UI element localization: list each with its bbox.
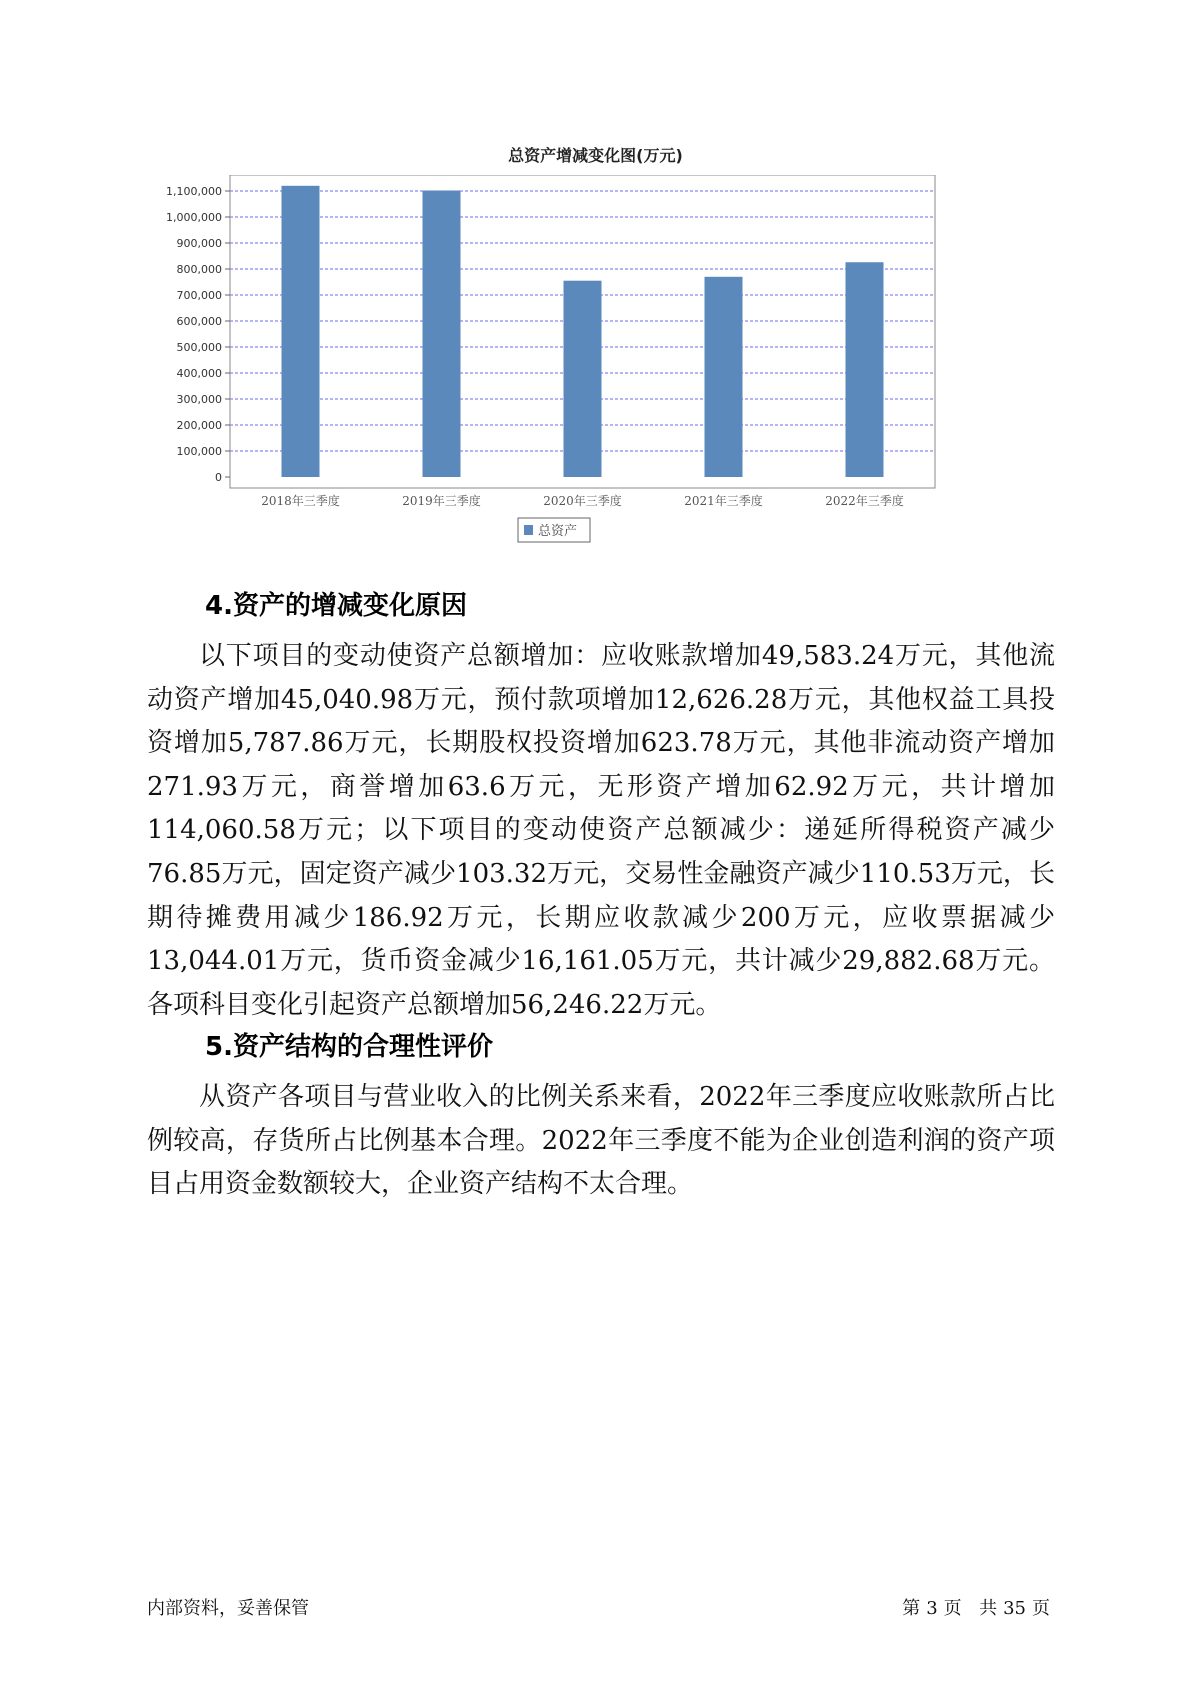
y-axis-ticks: [166, 185, 230, 484]
y-tick-label: 600,000: [176, 315, 222, 328]
bar: [846, 262, 884, 477]
bars: [282, 186, 884, 477]
x-tick-label: 2018年三季度: [261, 494, 340, 508]
y-tick-label: 1,100,000: [166, 185, 222, 198]
y-tick-label: 400,000: [176, 367, 222, 380]
y-tick-label: 1,000,000: [166, 211, 222, 224]
x-tick-label: 2022年三季度: [825, 494, 904, 508]
section-4-paragraph: 以下项目的变动使资产总额增加：应收账款增加49,583.24万元，其他流动资产增加45,040.98万元，预付款项增加12,626.28万元，其他权益工具投资增加5,787.86万元，长期股权投资增加623.78万元，其他非流动资产增加271.93万元，商誉增加63.6万元，无形资产增加62.92万元，共计增加114,060.58万元；以下项目的变动使资产总额减少：递延所得税资产减少76.85万元，固定资产减少103.32万元，交易性金融资产减少110.53万元，长期待摊费用减少186.92万元，长期应收款减少200万元，应收票据减少13,044.01万元，货币资金减少16,161.05万元，共计减少29,882.68万元。各项科目变化引起资产总额增加56,246.22万元。: [147, 641, 1055, 1020]
legend: [518, 518, 590, 542]
legend-label: 总资产: [538, 524, 578, 539]
bar: [423, 190, 461, 477]
y-tick-label: 700,000: [176, 289, 222, 302]
y-tick-label: 800,000: [176, 263, 222, 276]
footer-confidential-note: 内部资料，妥善保管: [147, 1598, 309, 1619]
y-tick-label: 900,000: [176, 237, 222, 250]
total-pages: 35: [1003, 1598, 1026, 1619]
bar: [705, 277, 743, 477]
x-tick-label: 2021年三季度: [684, 494, 763, 508]
page-number: 3: [926, 1598, 938, 1619]
footer-page-info: [899, 1594, 1053, 1620]
bar: [564, 281, 602, 477]
x-tick-label: 2019年三季度: [402, 494, 481, 508]
x-axis-ticks: [230, 488, 935, 508]
section-4-heading: 4.资产的增减变化原因: [205, 591, 467, 621]
total-prefix: 共: [979, 1598, 998, 1619]
total-assets-bar-chart: [150, 175, 960, 555]
y-tick-label: 300,000: [176, 393, 222, 406]
bar: [282, 186, 320, 477]
x-tick-label: 2020年三季度: [543, 494, 622, 508]
y-tick-label: 500,000: [176, 341, 222, 354]
page-prefix: 第: [902, 1598, 921, 1619]
page-unit: 页: [943, 1598, 962, 1619]
chart-title: 总资产增减变化图(万元): [508, 146, 683, 165]
legend-swatch: [524, 525, 533, 535]
total-unit: 页: [1032, 1598, 1050, 1619]
section-5-paragraph: 从资产各项目与营业收入的比例关系来看，2022年三季度应收账款所占比例较高，存货所占比例基本合理。2022年三季度不能为企业创造利润的资产项目占用资金数额较大，企业资产结构不太合理。: [147, 1082, 1055, 1200]
section-5-heading: 5.资产结构的合理性评价: [205, 1032, 493, 1062]
y-tick-label: 100,000: [176, 445, 222, 458]
y-tick-label: 200,000: [176, 419, 222, 432]
y-tick-label: 0: [215, 471, 222, 484]
